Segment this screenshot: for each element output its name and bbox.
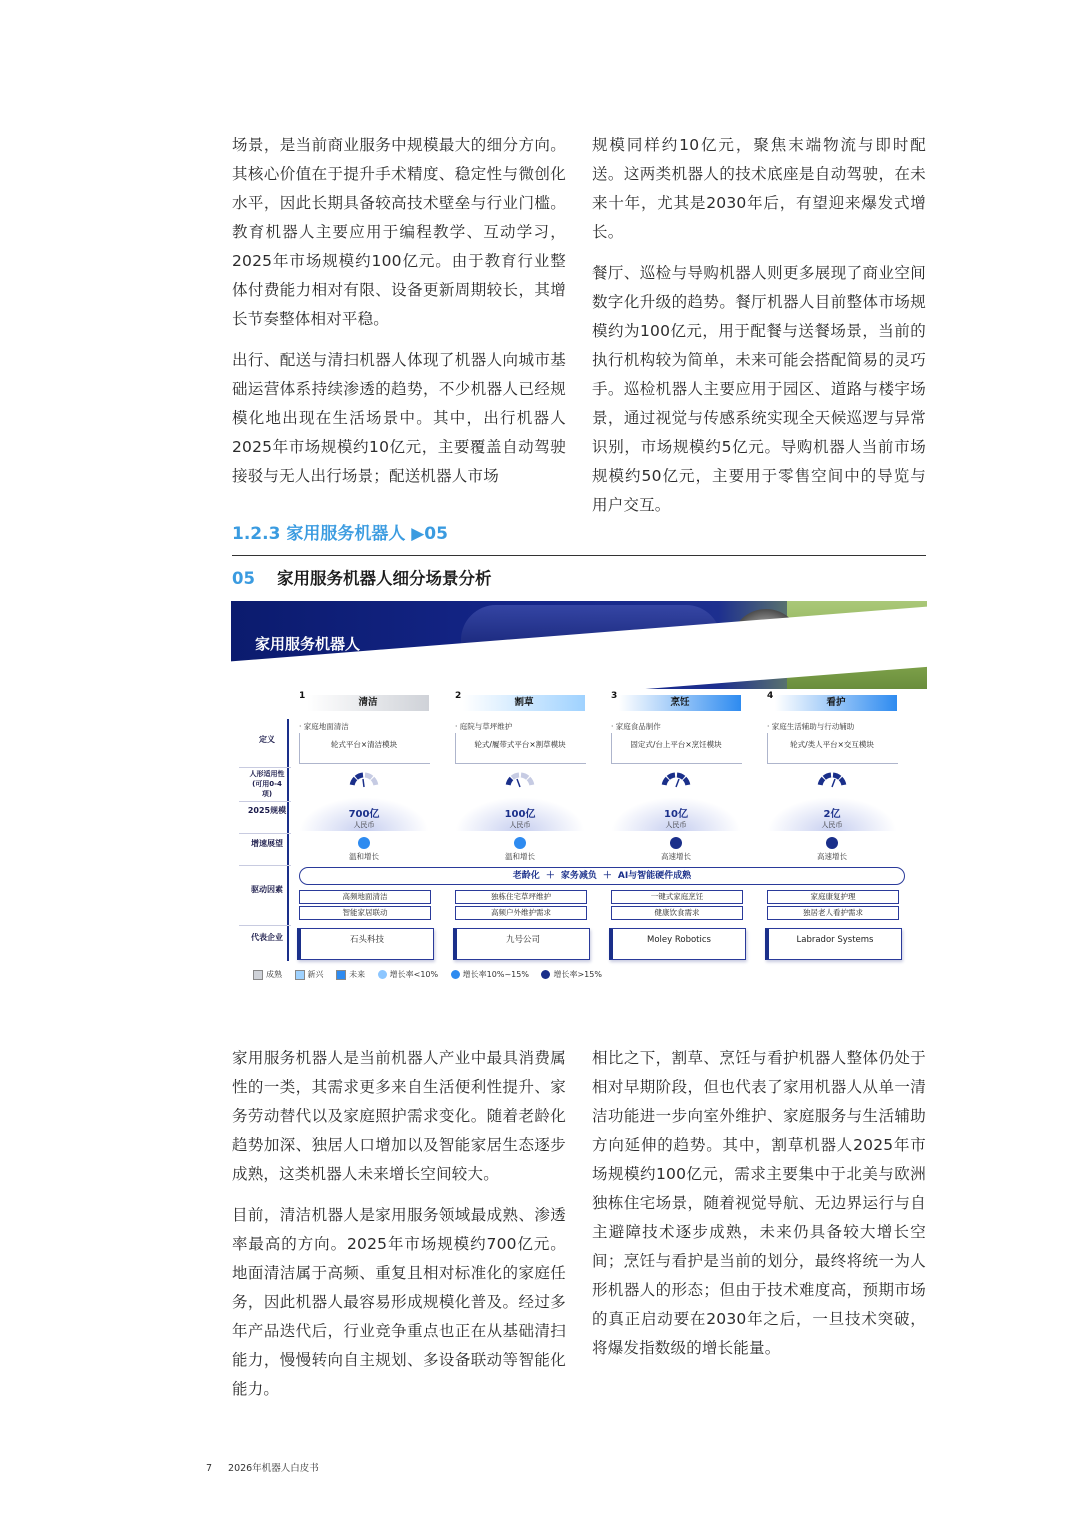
driver-factor: 健康饮食需求	[611, 906, 743, 920]
row-label-companies: 代表企业	[251, 933, 283, 942]
paragraph: 场景，是当前商业服务中规模最大的细分方向。其核心价值在于提升手术精度、稳定性与微创化水平，因此长期具备较高技术壁垒与行业门槛。教育机器人主要应用于编程教学、互动学习，2025年市场规模约100亿元。由于教育行业整体付费能力相对有限、设备更新周期较长，其增长节奏整体相对平稳。	[232, 136, 566, 328]
driver-factor: 高频地面清洁	[299, 890, 431, 904]
column-header	[611, 689, 743, 713]
market-value: 2亿	[823, 809, 841, 820]
gauge-icon	[349, 771, 379, 793]
banner	[231, 601, 927, 689]
growth-outlook	[611, 835, 741, 867]
main-drivers: 老龄化 ＋ 家务减负 ＋ AI与智能硬件成熟	[299, 867, 905, 885]
row-divider	[239, 833, 291, 834]
column-title: 割草	[463, 695, 585, 711]
market-value: 100亿	[504, 809, 536, 820]
market-size	[455, 797, 585, 831]
driver-factor: 高频户外维护需求	[455, 906, 587, 920]
mature-swatch	[253, 970, 263, 980]
definition-text: · 家庭生活辅助与行动辅助	[767, 722, 855, 731]
bottom-left-column	[232, 1044, 566, 1416]
growth-outlook	[455, 835, 585, 867]
row-label-definition: 定义	[259, 735, 275, 744]
growth-icon	[514, 837, 526, 849]
growth-label: 高速增长	[817, 852, 847, 861]
column-index: 2	[455, 691, 462, 701]
growth-icon	[358, 837, 370, 849]
company-card: Labrador Systems	[765, 928, 902, 960]
row-label-scale: 2025规模	[247, 806, 287, 815]
column-title: 烹饪	[619, 695, 741, 711]
page-number: 7	[206, 1463, 213, 1474]
definition-text: · 家庭地面清洁	[299, 722, 349, 731]
banner-title: 家用服务机器人	[255, 635, 361, 653]
document-title: 2026年机器人白皮书	[228, 1463, 319, 1474]
driver-factor: 智能家居联动	[299, 906, 431, 920]
paragraph: 家用服务机器人是当前机器人产业中最具消费属性的一类，其需求更多来自生活便利性提升、家务劳动替代以及家庭照护需求变化。随着老龄化趋势加深、独居人口增加以及智能家居生态逐步成熟，这类机器人未来增长空间较大。	[232, 1049, 566, 1183]
row-label-trend: 增速展望	[251, 839, 283, 848]
row-divider	[239, 767, 291, 768]
humanoid-gauge	[299, 769, 429, 797]
market-size	[299, 797, 429, 831]
paragraph: 餐厅、巡检与导购机器人则更多展现了商业空间数字化升级的趋势。餐厅机器人目前整体市场规模约为100亿元，用于配餐与送餐场景，当前的执行机构较为简单，未来可能会搭配简易的灵巧手。巡检机器人主要应用于园区、道路与楼宇场景，通过视觉与传感系统实现全天候巡逻与异常识别，市场规模约5亿元。导购机器人当前市场规模约50亿元，主要用于零售空间中的导览与用户交互。	[592, 264, 926, 514]
gauge-icon	[661, 771, 691, 793]
growth-outlook	[299, 835, 429, 867]
row-divider	[239, 865, 291, 866]
form-factor: 固定式/台上平台×烹饪模块	[630, 740, 722, 749]
driver-label: 家务减负	[560, 871, 597, 881]
legend-item: 增长率<10%	[378, 969, 438, 980]
definition-text: · 庭院与草坪维护	[455, 722, 513, 731]
column-header	[767, 689, 899, 713]
humanoid-gauge	[767, 769, 897, 797]
growth-icon	[826, 837, 838, 849]
mid-growth-icon	[451, 970, 460, 979]
column-index: 3	[611, 691, 618, 701]
figure-caption: 家用服务机器人细分场景分析	[276, 569, 492, 588]
column-header	[455, 689, 587, 713]
market-size	[767, 797, 897, 831]
company-card: 九号公司	[453, 928, 590, 960]
row-label-drivers: 驱动因素	[251, 885, 283, 894]
legend-item: 成熟	[253, 969, 282, 980]
column-header	[299, 689, 431, 713]
low-growth-icon	[378, 970, 387, 979]
column-index: 1	[299, 691, 306, 701]
growth-outlook	[767, 835, 897, 867]
figure-number: 05	[232, 569, 255, 588]
future-swatch	[336, 970, 346, 980]
market-size	[611, 797, 741, 831]
legend	[253, 969, 612, 980]
driver-factor: 一键式家庭烹饪	[611, 890, 743, 904]
growth-icon	[670, 837, 682, 849]
figure-title	[232, 565, 491, 589]
paragraph: 目前，清洁机器人是家用服务领域最成熟、渗透率最高的方向。2025年市场规模约700亿元。地面清洁属于高频、重复且相对标准化的家庭任务，因此机器人最容易形成规模化普及。经过多年产品迭代后，行业竞争重点也正在从基础清扫能力，慢慢转向自主规划、多设备联动等智能化能力。	[232, 1206, 566, 1398]
legend-item: 未来	[336, 969, 365, 980]
paragraph: 相比之下，割草、烹饪与看护机器人整体仍处于相对早期阶段，但也代表了家用机器人从单一清洁功能进一步向室外维护、家庭服务与生活辅助方向延伸的趋势。其中，割草机器人2025年市场规模约100亿元，需求主要集中于北美与欧洲独栋住宅场景，随着视觉导航、无边界运行与自主避障技术逐步成熟，未来仍具备较大增长空间；烹饪与看护是当前的划分，最终将统一为人形机器人的形态；但由于技术难度高，预期市场的真正启动要在2030年之后，一旦技术突破，将爆发指数级的增长能量。	[592, 1049, 926, 1357]
humanoid-gauge	[611, 769, 741, 797]
driver-label: 老龄化	[512, 871, 540, 881]
high-growth-icon	[541, 970, 550, 979]
growth-label: 温和增长	[349, 852, 379, 861]
emerging-swatch	[295, 970, 305, 980]
row-divider	[239, 801, 291, 802]
form-factor: 轮式/履带式平台×割草模块	[474, 740, 566, 749]
form-factor: 轮式平台×清洁模块	[330, 740, 398, 749]
company-card: Moley Robotics	[609, 928, 746, 960]
legend-item: 增长率10%~15%	[451, 969, 529, 980]
infographic	[231, 601, 927, 989]
legend-item: 增长率>15%	[541, 969, 601, 980]
bottom-right-column	[592, 1044, 926, 1375]
driver-factor: 家庭康复护理	[767, 890, 899, 904]
column-title: 清洁	[307, 695, 429, 711]
company-card: 石头科技	[297, 928, 434, 960]
column-index: 4	[767, 691, 774, 701]
driver-factor: 独居老人看护需求	[767, 906, 899, 920]
gauge-icon	[817, 771, 847, 793]
market-unit: 人民币	[353, 821, 375, 829]
row-label-humanoid: 人形适用性(可用0-4项)	[249, 770, 285, 798]
humanoid-gauge	[455, 769, 585, 797]
growth-label: 温和增长	[505, 852, 535, 861]
gauge-icon	[505, 771, 535, 793]
page-footer	[206, 1460, 319, 1474]
market-unit: 人民币	[665, 821, 687, 829]
row-divider	[239, 925, 291, 926]
driver-factor: 独栋住宅草坪维护	[455, 890, 587, 904]
legend-item: 新兴	[295, 969, 324, 980]
top-right-column	[592, 131, 926, 532]
paragraph: 规模同样约10亿元，聚焦末端物流与即时配送。这两类机器人的技术底座是自动驾驶，在未来十年，尤其是2030年后，有望迎来爆发式增长。	[592, 136, 926, 241]
top-left-column	[232, 131, 566, 503]
paragraph: 出行、配送与清扫机器人体现了机器人向城市基础运营体系持续渗透的趋势，不少机器人已经规模化地出现在生活场景中。其中，出行机器人2025年市场规模约10亿元，主要覆盖自动驾驶接驳与无人出行场景；配送机器人市场	[232, 351, 566, 485]
market-value: 700亿	[348, 809, 380, 820]
definition-text: · 家庭食品制作	[611, 722, 661, 731]
market-unit: 人民币	[509, 821, 531, 829]
growth-label: 高速增长	[661, 852, 691, 861]
market-unit: 人民币	[821, 821, 843, 829]
driver-label: AI与智能硬件成熟	[617, 871, 692, 881]
column-title: 看护	[775, 695, 897, 711]
form-factor: 轮式/类人平台×交互模块	[790, 740, 874, 749]
market-value: 10亿	[664, 809, 688, 820]
section-divider	[232, 555, 926, 556]
section-heading: 1.2.3 家用服务机器人 ▶05	[232, 524, 448, 544]
